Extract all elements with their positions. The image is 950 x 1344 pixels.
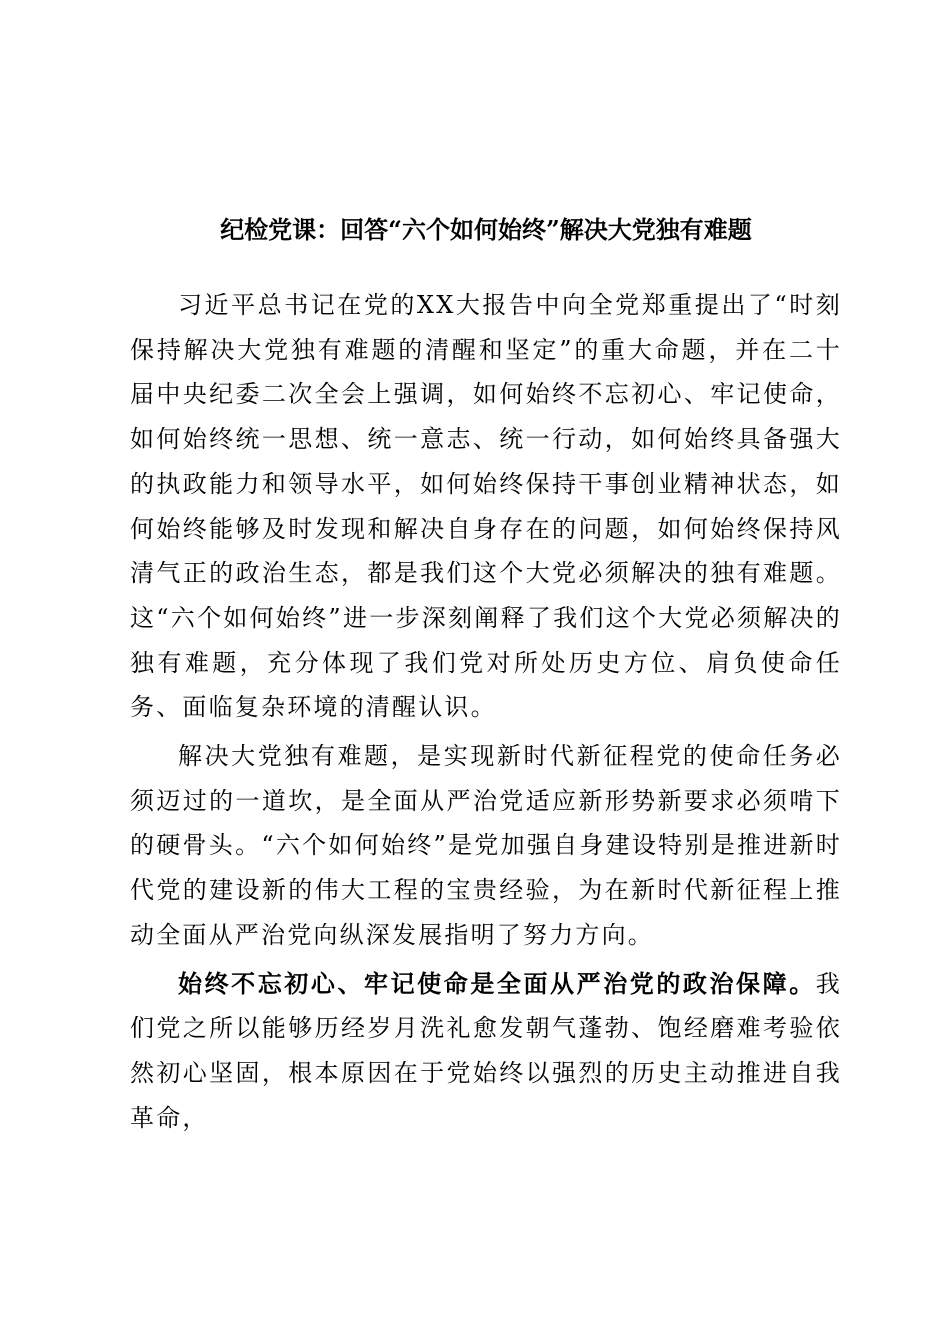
paragraph-3 (130, 962, 842, 1141)
document-title: 纪检党课：回答“六个如何始终”解决大党独有难题 (220, 215, 752, 244)
paragraph-1-text: 习近平总书记在党的XX大报告中向全党郑重提出了“时刻保持解决大党独有难题的清醒和坚定”的重大命题，并在二十届中央纪委二次全会上强调，如何始终不忘初心、牢记使命，如何始终统一思想、统一意志、统一行动，如何始终具备强大的执政能力和领导水平，如何始终保持干事创业精神状态，如何始终能够及时发现和解决自身存在的问题，如何始终保持风清气正的政治生态，都是我们这个大党必须解决的独有难题。这“六个如何始终”进一步深刻阐释了我们这个大党必须解决的独有难题，充分体现了我们党对所处历史方位、肩负使命任务、面临复杂环境的清醒认识。 (130, 291, 842, 722)
document-body (130, 283, 842, 1140)
paragraph-3-text: 我们党之所以能够历经岁月洗礼愈发朝气蓬勃、饱经磨难考验依然初心坚固，根本原因在于党始终以强烈的历史主动推进自我革命， (130, 969, 842, 1132)
paragraph-2 (130, 734, 842, 958)
paragraph-3-lead: 始终不忘初心、牢记使命是全面从严治党的政治保障。 (178, 968, 816, 998)
paragraph-2-text: 解决大党独有难题，是实现新时代新征程党的使命任务必须迈过的一道坎，是全面从严治党适应新形势新要求必须啃下的硬骨头。“六个如何始终”是党加强自身建设特别是推进新时代党的建设新的伟大工程的宝贵经验，为在新时代新征程上推动全面从严治党向纵深发展指明了努力方向。 (130, 742, 842, 949)
paragraph-1 (130, 283, 842, 730)
